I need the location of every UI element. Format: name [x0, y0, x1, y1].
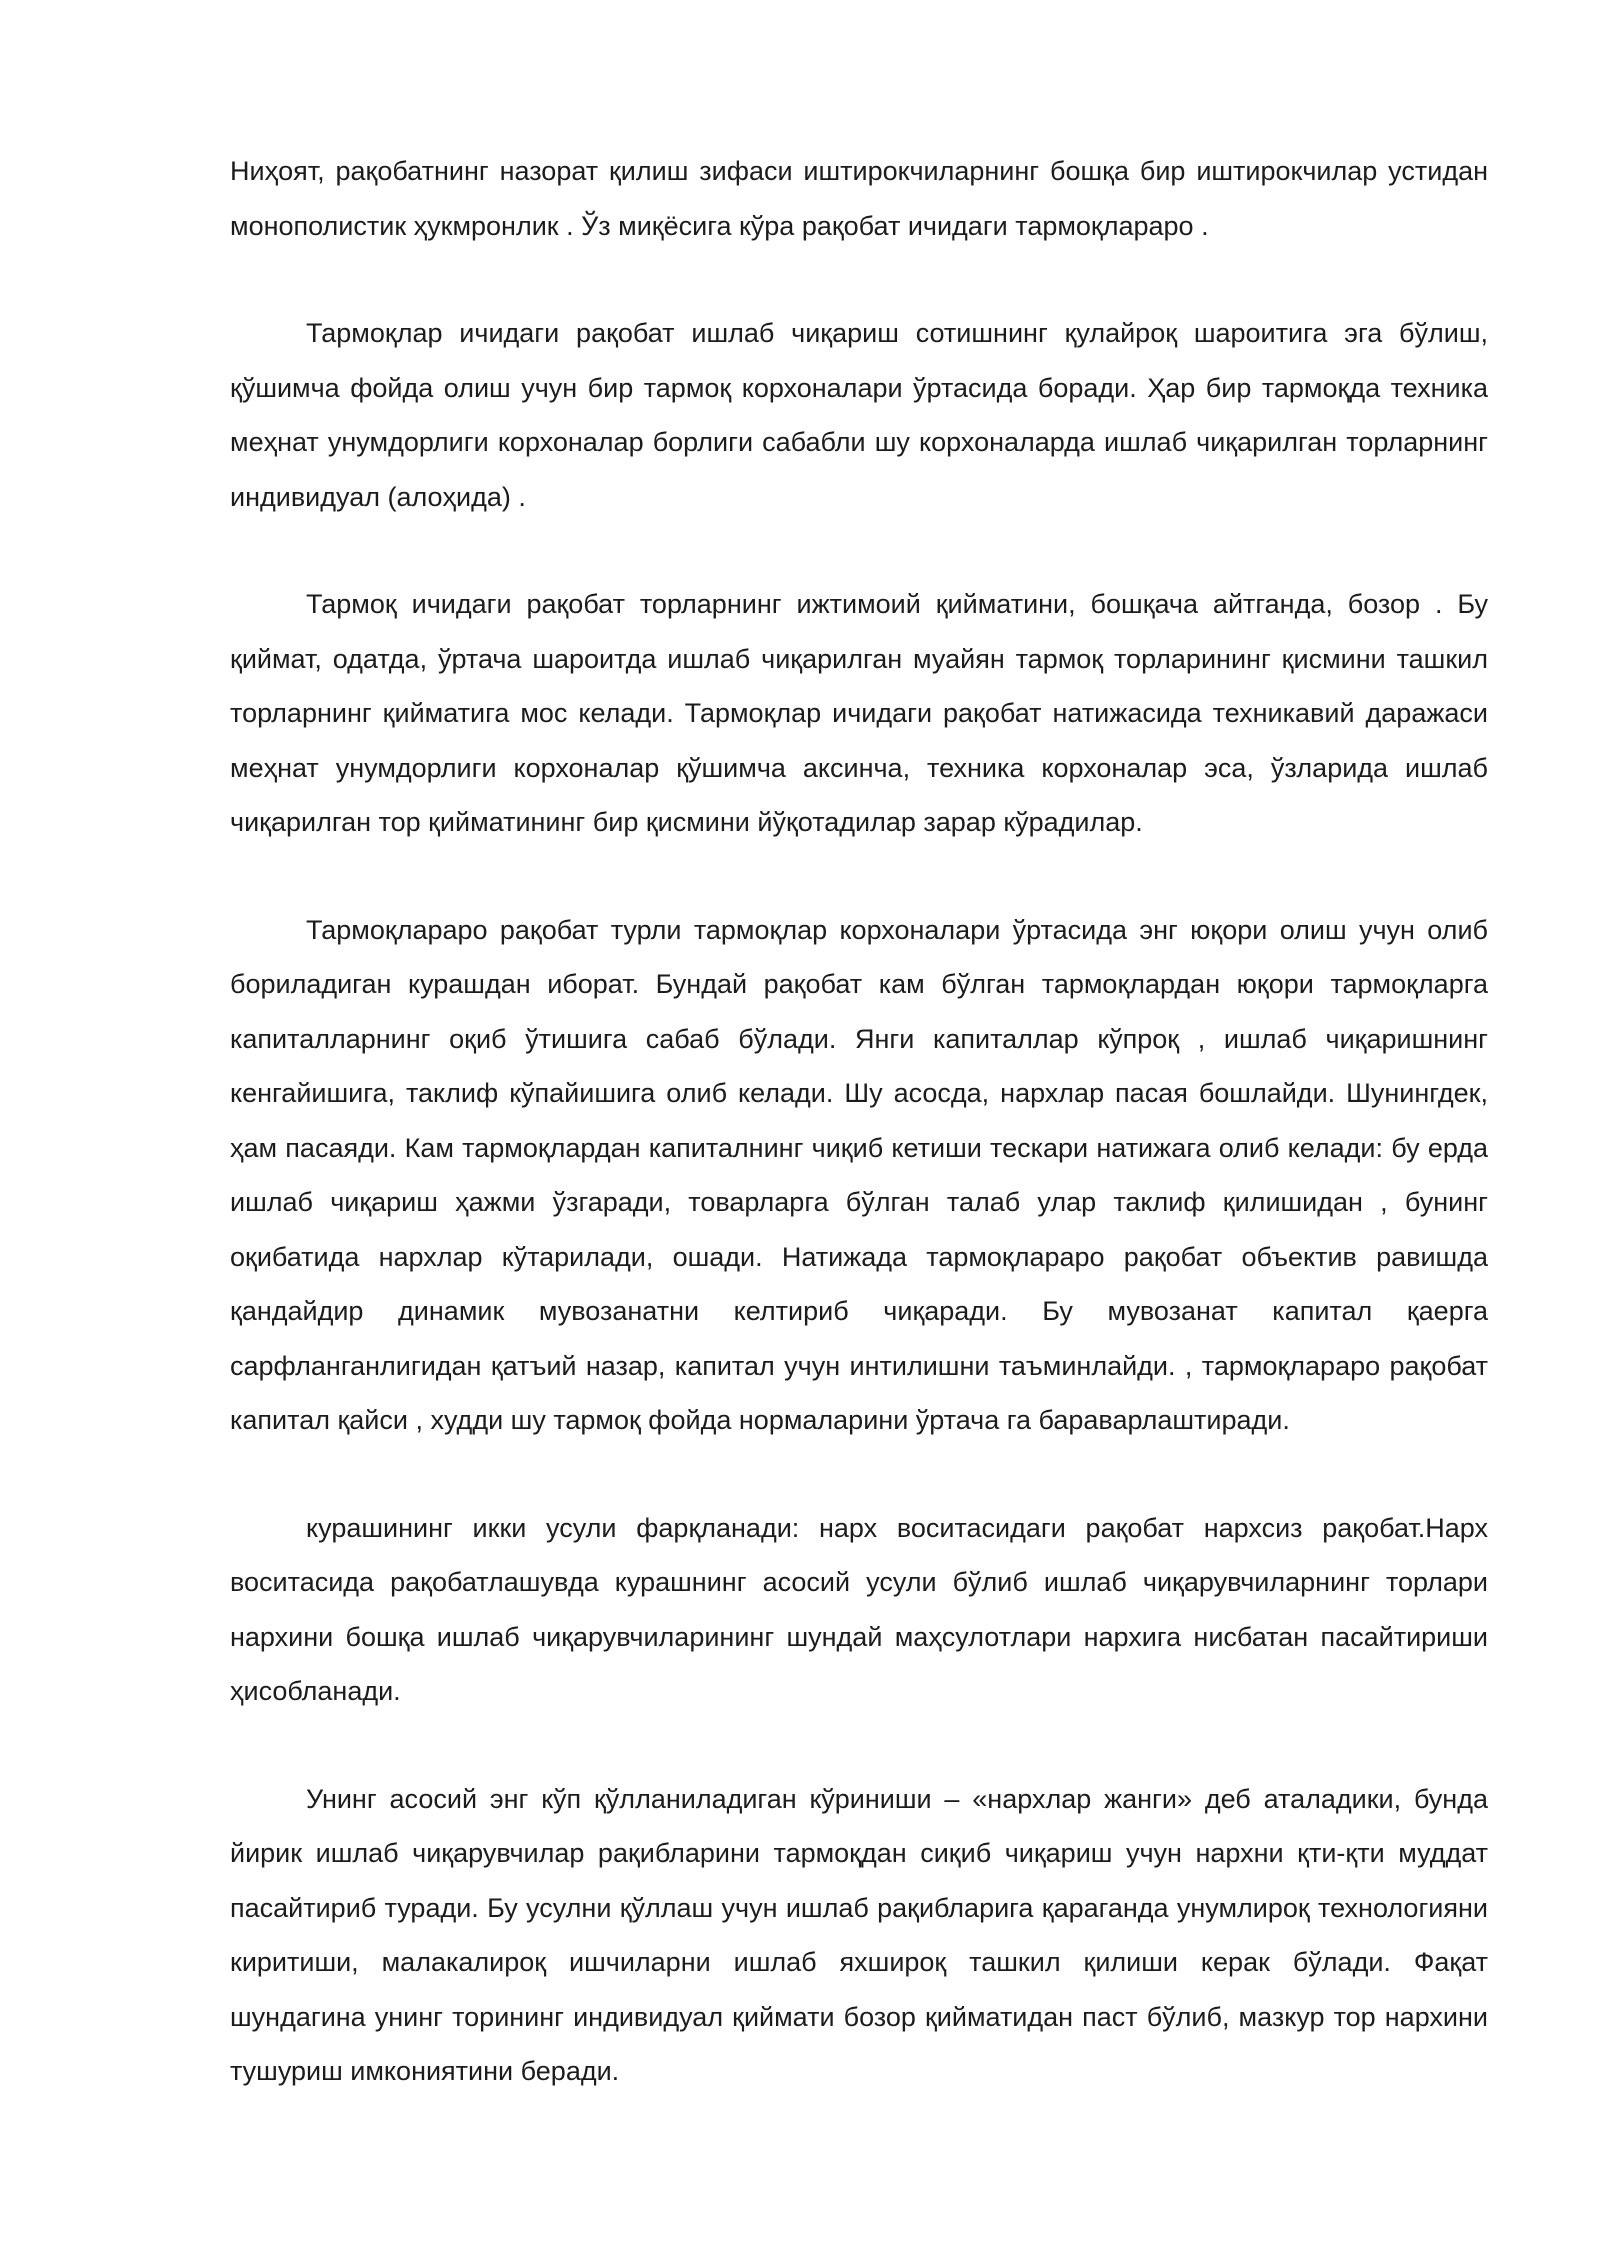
paragraph-2: Тармоқлар ичидаги рақобат ишлаб чиқариш сотишнинг қулайроқ шароитига эга бўлиш, қўшимча фойда олиш учун бир тармоқ корхоналари ўртасида боради. Ҳар бир тармоқда техника меҳнат унумдорлиги корхоналар борлиги сабабли шу корхоналарда ишлаб чиқарилган торларнинг индивидуал (алоҳида) . — [230, 318, 1488, 512]
document-page — [230, 144, 1488, 2152]
paragraph-5: курашининг икки усули фарқланади: нарх воситасидаги рақобат нархсиз рақобат.Нарх воситасида рақобатлашувда курашнинг асосий усули бўлиб ишлаб чиқарувчиларнинг торлари нархини бошқа ишлаб чиқарувчиларининг шундай маҳсулотлари нархига нисбатан пасайтириши ҳисобланади. — [230, 1512, 1488, 1706]
paragraph-1: Ниҳоят, рақобатнинг назорат қилиш зифаси иштирокчиларнинг бошқа бир иштирокчилар устидан монополистик ҳукмронлик . Ўз миқёсига кўра рақобат ичидаги тармоқлараро . — [230, 156, 1488, 241]
paragraph-3: Тармоқ ичидаги рақобат торларнинг ижтимоий қийматини, бошқача айтганда, бозор . Бу қиймат, одатда, ўртача шароитда ишлаб чиқарилган муайян тармоқ торларининг қисмини ташкил торларнинг қийматига мос келади. Тармоқлар ичидаги рақобат натижасида техникавий даражаси меҳнат унумдорлиги корхоналар қўшимча аксинча, техника корхоналар эса, ўзларида ишлаб чиқарилган тор қийматининг бир қисмини йўқотадилар зарар кўрадилар. — [230, 589, 1488, 837]
paragraph-4: Тармоқлараро рақобат турли тармоқлар корхоналари ўртасида энг юқори олиш учун олиб бориладиган курашдан иборат. Бундай рақобат кам бўлган тармоқлардан юқори тармоқларга капиталларнинг оқиб ўтишига сабаб бўлади. Янги капиталлар кўпроқ , ишлаб чиқаришнинг кенгайишига, таклиф кўпайишига олиб келади. Шу асосда, нархлар пасая бошлайди. Шунингдек, ҳам пасаяди. Кам тармоқлардан капиталнинг чиқиб кетиши тескари натижага олиб келади: бу ерда ишлаб чиқариш ҳажми ўзгаради, товарларга бўлган талаб улар таклиф қилишидан , бунинг оқибатида нархлар кўтарилади, ошади. Натижада тармоқлараро рақобат объектив равишда қандайдир динамик мувозанатни келтириб чиқаради. Бу мувозанат капитал қаерга сарфланганлигидан қатъий назар, капитал учун интилишни таъминлайди. , тармоқлараро рақобат капитал қайси , худди шу тармоқ фойда нормаларини ўртача га бараварлаштиради. — [230, 914, 1488, 1435]
paragraph-6: Унинг асосий энг кўп қўлланиладиган кўриниши – «нархлар жанги» деб аталадики, бунда йирик ишлаб чиқарувчилар рақибларини тармоқдан сиқиб чиқариш учун нархни қти-қти муддат пасайтириб туради. Бу усулни қўллаш учун ишлаб рақибларига қараганда унумлироқ технологияни киритиши, малакалироқ ишчиларни ишлаб яхшироқ ташкил қилиши керак бўлади. Фақат шундагина унинг торининг индивидуал қиймати бозор қийматидан паст бўлиб, мазкур тор нархини тушуриш имкониятини беради. — [230, 1783, 1488, 2086]
